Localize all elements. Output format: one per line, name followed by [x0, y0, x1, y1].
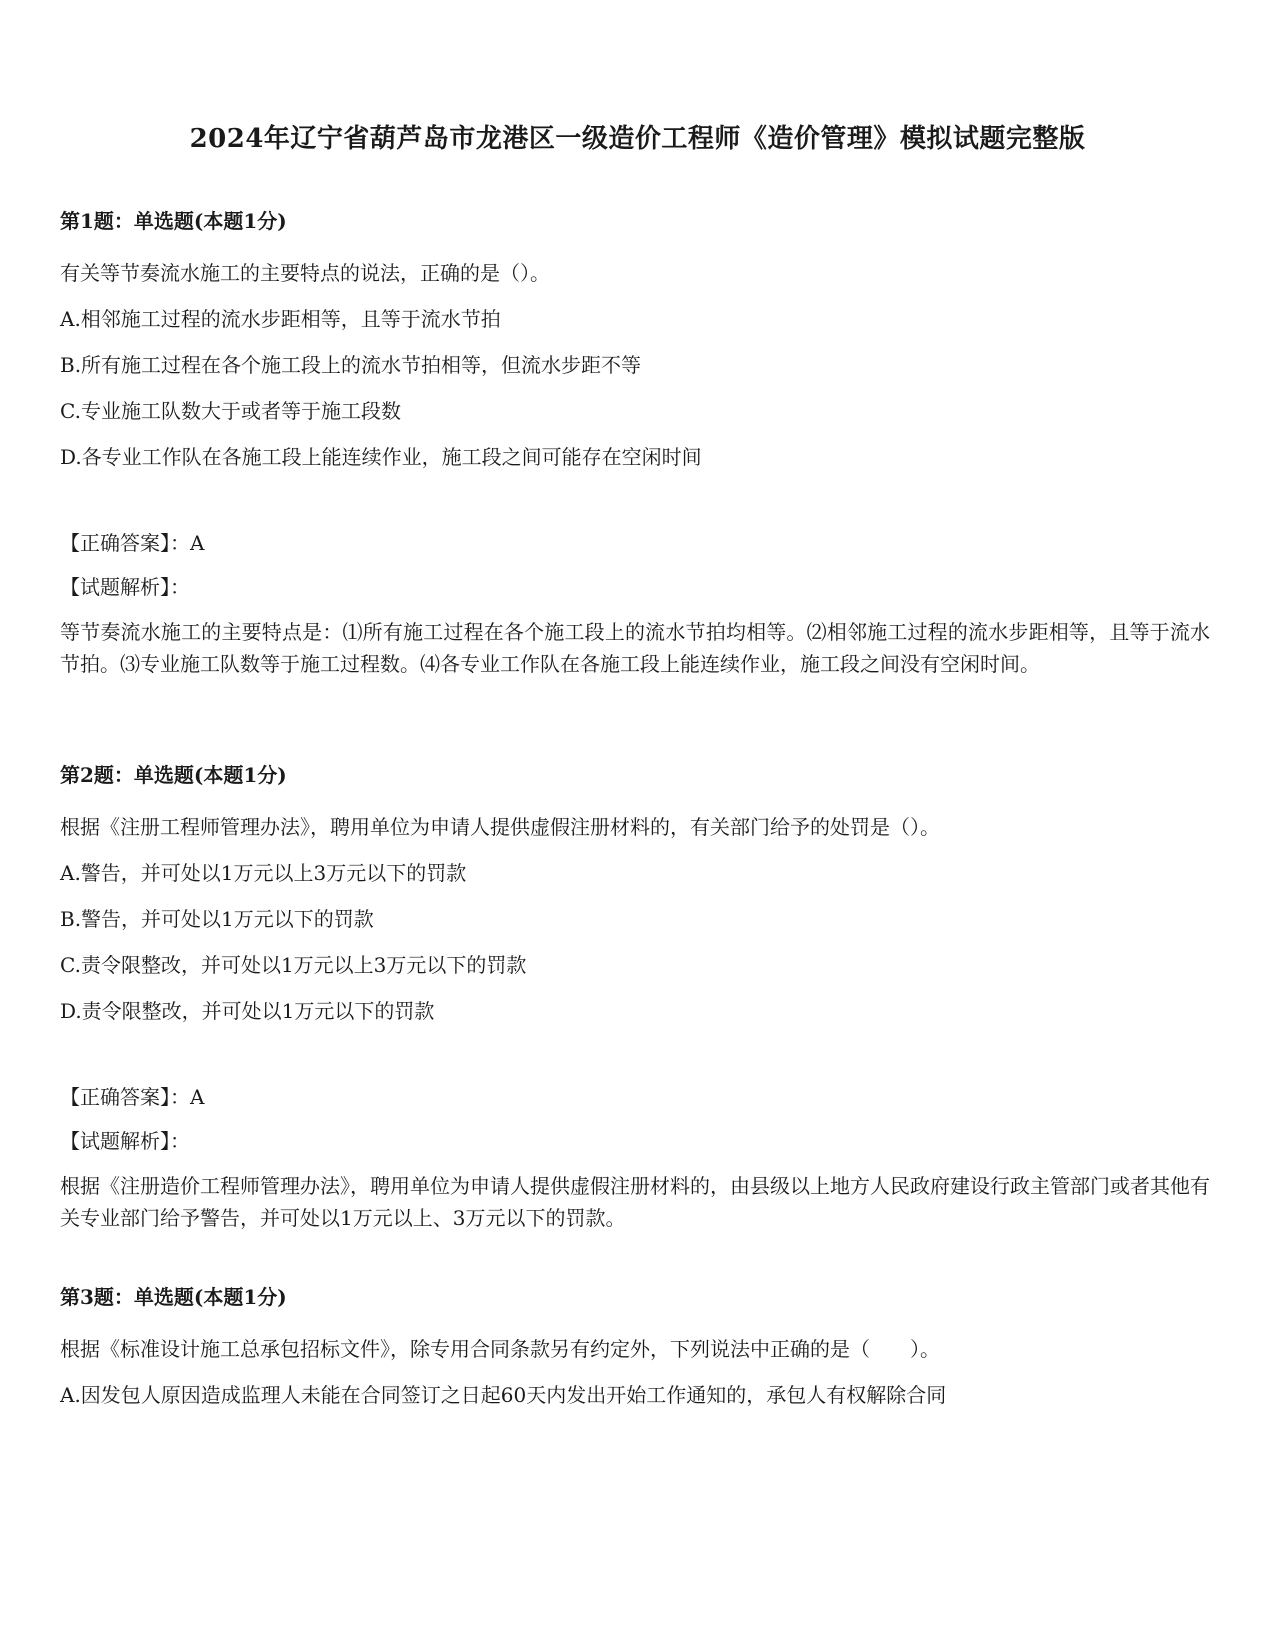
analysis-label: 【试题解析】： — [60, 1129, 190, 1153]
option-a: A.警告，并可处以1万元以上3万元以下的罚款 — [60, 861, 467, 885]
question-stem: 根据《标准设计施工总承包招标文件》，除专用合同条款另有约定外，下列说法中正确的是（ ）。 — [60, 1337, 940, 1361]
answer-label: 【正确答案】： — [60, 531, 190, 555]
question-3 — [60, 1282, 1210, 1426]
document-title: 2024年辽宁省葫芦岛市龙港区一级造价工程师《造价管理》模拟试题完整版 — [189, 124, 1086, 154]
question-1 — [60, 206, 1210, 680]
option-d: D.责令限整改，并可处以1万元以下的罚款 — [60, 999, 435, 1023]
question-header: 第2题：单选题(本题1分) — [60, 763, 287, 787]
answer-block — [60, 1082, 1210, 1234]
option-a: A.相邻施工过程的流水步距相等，且等于流水节拍 — [60, 307, 501, 331]
option-b: B.所有施工过程在各个施工段上的流水节拍相等，但流水步距不等 — [60, 353, 642, 377]
option-b: B.警告，并可处以1万元以下的罚款 — [60, 907, 374, 931]
analysis-text: 等节奏流水施工的主要特点是：⑴所有施工过程在各个施工段上的流水节拍均相等。⑵相邻施工过程的流水步距相等，且等于流水节拍。⑶专业施工队数等于施工过程数。⑷各专业工作队在各施工段上能连续作业，施工段之间没有空闲时间。 — [60, 620, 1210, 676]
correct-answer-line — [60, 1082, 1210, 1126]
correct-answer-line — [60, 528, 1210, 572]
question-header: 第1题：单选题(本题1分) — [60, 209, 287, 233]
analysis-label: 【试题解析】： — [60, 575, 190, 599]
question-stem: 根据《注册工程师管理办法》，聘用单位为申请人提供虚假注册材料的，有关部门给予的处罚是（）。 — [60, 815, 940, 839]
option-c: C.专业施工队数大于或者等于施工段数 — [60, 399, 401, 423]
analysis-text: 根据《注册造价工程师管理办法》，聘用单位为申请人提供虚假注册材料的，由县级以上地方人民政府建设行政主管部门或者其他有关专业部门给予警告，并可处以1万元以上、3万元以下的罚款。 — [60, 1174, 1210, 1230]
answer-value: A — [190, 531, 205, 555]
answer-label: 【正确答案】： — [60, 1085, 190, 1109]
question-2 — [60, 760, 1210, 1234]
question-header: 第3题：单选题(本题1分) — [60, 1285, 287, 1309]
question-stem: 有关等节奏流水施工的主要特点的说法，正确的是（）。 — [60, 261, 550, 285]
option-c: C.责令限整改，并可处以1万元以上3万元以下的罚款 — [60, 953, 527, 977]
option-a: A.因发包人原因造成监理人未能在合同签订之日起60天内发出开始工作通知的，承包人有权解除合同 — [60, 1383, 947, 1407]
answer-block — [60, 528, 1210, 680]
answer-value: A — [190, 1085, 205, 1109]
option-d: D.各专业工作队在各施工段上能连续作业，施工段之间可能存在空闲时间 — [60, 445, 702, 469]
